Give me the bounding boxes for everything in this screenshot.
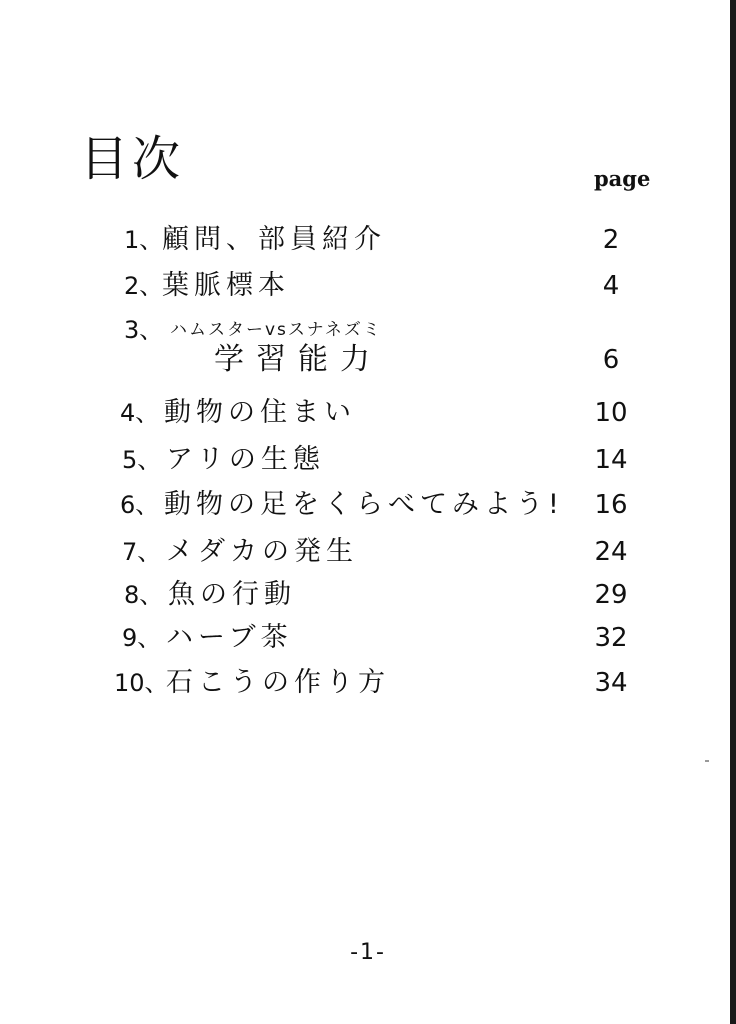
toc-entry-title: 魚の行動 [168,579,296,610]
toc-entry [0,575,736,615]
toc-entry [0,266,736,306]
toc-entry-continuation [0,340,736,380]
toc-entry [0,532,736,572]
toc-entry-page: 32 [594,623,628,653]
toc-entry-number: 4、 [120,399,160,427]
toc-entry-page: 6 [602,345,620,375]
toc-entry-title: 動物の足をくらべてみよう! [164,489,564,520]
toc-entry-number: 2、 [124,272,164,300]
toc-entry [0,440,736,480]
toc-entry [0,220,736,260]
toc-entry-title: 動物の住まい [164,397,356,428]
toc-entry [0,393,736,433]
toc-entry-number: 10、 [114,669,169,697]
scan-edge-border [730,0,736,1024]
toc-entry-number: 1、 [124,226,164,254]
toc-entry-number: 5、 [122,446,162,474]
toc-entry-page: 16 [594,490,628,520]
toc-entry-title: 葉脈標本 [162,270,290,301]
toc-entry-number: 8、 [124,581,164,609]
page-title: 目次 [80,131,185,187]
toc-entry-title: ハーブ茶 [166,622,293,653]
toc-entry-title: 顧問、部員紹介 [162,224,386,255]
toc-entry-number: 9、 [122,624,162,652]
scan-speck [705,760,709,762]
toc-entry [0,485,736,525]
toc-entry-page: 24 [594,537,628,567]
toc-entry-title: 石こうの作り方 [166,667,390,698]
toc-entry-number: 3、 [124,316,164,344]
toc-entry-page: 29 [594,580,628,610]
toc-entry-page: 4 [602,271,620,301]
toc-entry-page: 14 [594,445,628,475]
toc-entry-number: 7、 [122,538,162,566]
toc-entry [0,663,736,703]
page-column-header: page [594,166,651,191]
toc-entry-title: アリの生態 [166,444,325,475]
toc-entry-title: ハムスターvsスナネズミ [170,320,382,340]
page-number: -1- [350,940,386,965]
toc-entry-page: 10 [594,398,628,428]
toc-entry-title: メダカの発生 [166,536,358,567]
toc-entry-page: 2 [602,225,620,255]
toc-entry [0,618,736,658]
toc-entry-number: 6、 [120,491,160,519]
toc-entry-subtitle: 学習能力 [214,342,382,377]
toc-entry-page: 34 [594,668,628,698]
